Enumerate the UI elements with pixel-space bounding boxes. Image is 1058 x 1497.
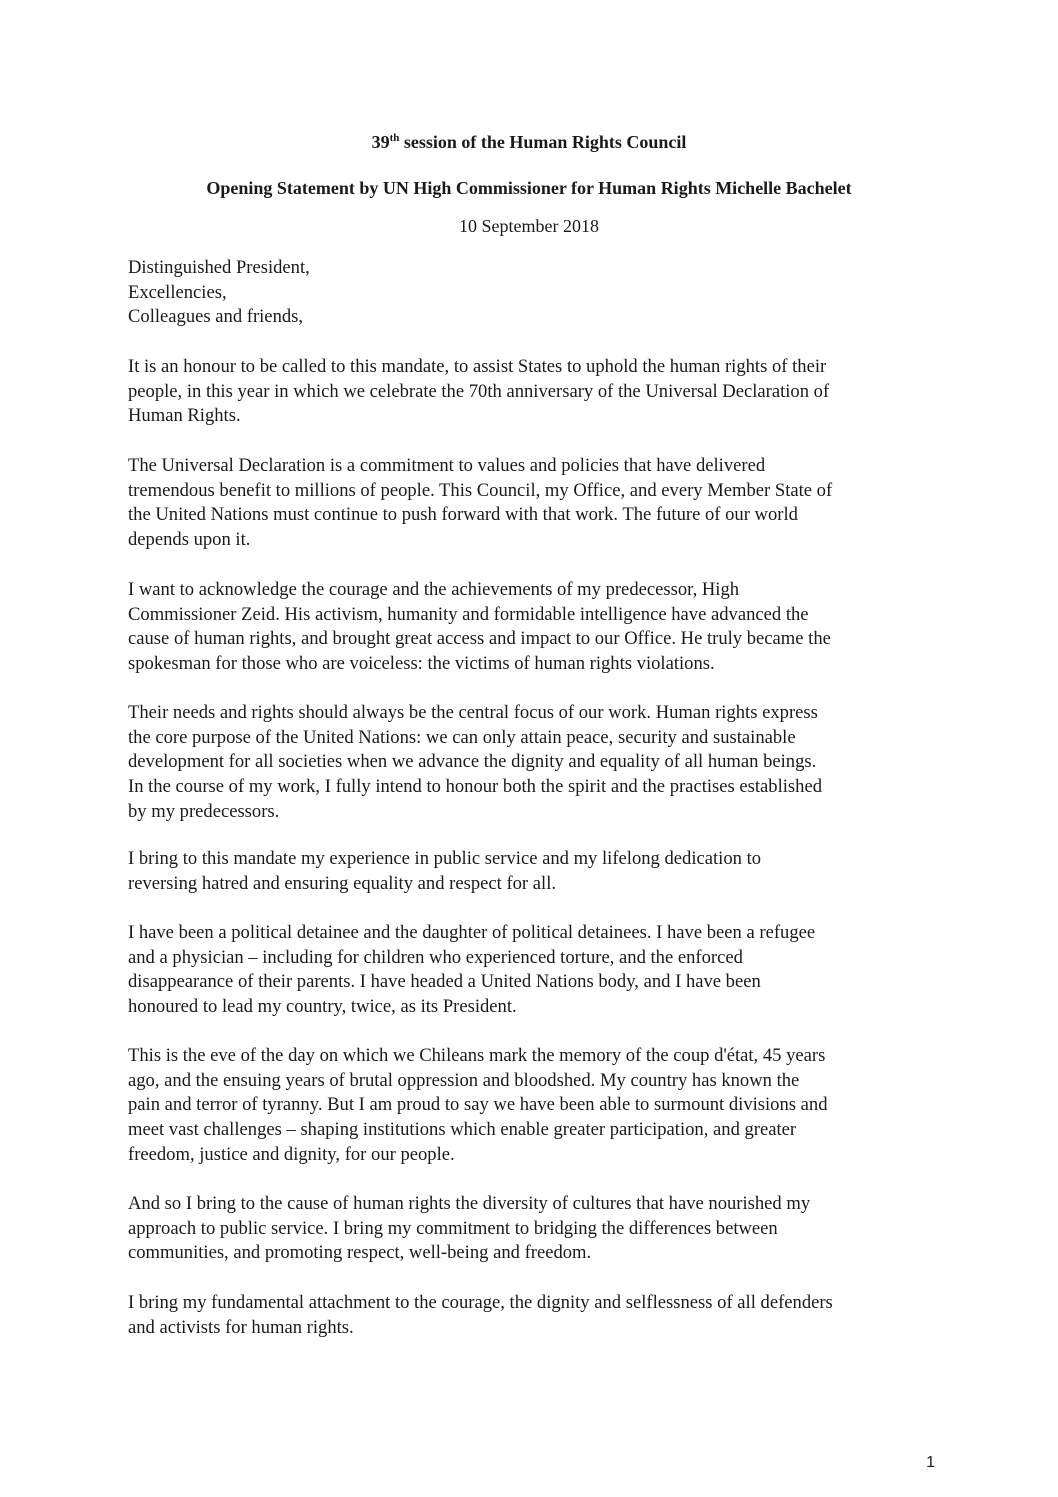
paragraph-line: I have been a political detainee and the daughter of political detainees. I have been a refugee — [128, 922, 816, 943]
paragraph-line: And so I bring to the cause of human rights the diversity of cultures that have nourished my — [128, 1193, 811, 1214]
paragraph-8 — [128, 1192, 948, 1266]
paragraph-line: Commissioner Zeid. His activism, humanity and formidable intelligence have advanced the — [128, 603, 809, 625]
paragraph-line: spokesman for those who are voiceless: the victims of human rights violations. — [128, 653, 715, 675]
salutation-line: Distinguished President, — [128, 257, 310, 278]
paragraph-line: by my predecessors. — [128, 800, 280, 822]
paragraph-line: tremendous benefit to millions of people. This Council, my Office, and every Member State of — [128, 479, 833, 501]
paragraph-7 — [128, 1044, 948, 1168]
salutation-line: Excellencies, — [128, 281, 227, 303]
paragraph-line: I want to acknowledge the courage and the achievements of my predecessor, High — [128, 579, 740, 600]
page-number: 1 — [926, 1454, 935, 1471]
paragraph-line: and activists for human rights. — [128, 1316, 354, 1338]
paragraph-line: ago, and the ensuing years of brutal oppression and bloodshed. My country has known the — [128, 1069, 800, 1091]
paragraph-line: communities, and promoting respect, well-being and freedom. — [128, 1242, 592, 1264]
paragraph-3 — [128, 578, 948, 677]
paragraph-line: the United Nations must continue to push forward with that work. The future of our world — [128, 504, 798, 526]
paragraph-line: I bring to this mandate my experience in public service and my lifelong dedication to — [128, 848, 762, 869]
session-heading — [0, 131, 1058, 153]
paragraph-line: Human Rights. — [128, 405, 241, 427]
paragraph-line: meet vast challenges – shaping institutions which enable greater participation, and greater — [128, 1119, 797, 1141]
salutation — [128, 256, 948, 330]
paragraph-5 — [128, 847, 948, 896]
paragraph-line: Their needs and rights should always be the central focus of our work. Human rights express — [128, 702, 818, 723]
statement-date: 10 September 2018 — [459, 216, 599, 236]
paragraph-line: I bring my fundamental attachment to the courage, the dignity and selflessness of all defenders — [128, 1292, 833, 1313]
paragraph-line: depends upon it. — [128, 529, 251, 551]
paragraph-2 — [128, 454, 948, 553]
paragraph-line: and a physician – including for children who experienced torture, and the enforced — [128, 946, 743, 968]
paragraph-line: It is an honour to be called to this mandate, to assist States to uphold the human rights of their — [128, 356, 827, 377]
paragraph-line: cause of human rights, and brought great access and impact to our Office. He truly became the — [128, 628, 831, 650]
session-ordinal: th — [389, 132, 400, 144]
paragraph-line: The Universal Declaration is a commitment to values and policies that have delivered — [128, 455, 766, 476]
paragraph-line: people, in this year in which we celebrate the 70th anniversary of the Universal Declaration of — [128, 380, 830, 402]
session-title: session of the Human Rights Council — [399, 132, 687, 152]
paragraph-line: development for all societies when we advance the dignity and equality of all human beings. — [128, 751, 817, 773]
paragraph-4 — [128, 701, 948, 825]
paragraph-line: In the course of my work, I fully intend to honour both the spirit and the practises established — [128, 776, 823, 798]
paragraph-line: approach to public service. I bring my commitment to bridging the differences between — [128, 1217, 778, 1239]
paragraph-6 — [128, 921, 948, 1020]
session-number: 39 — [371, 132, 390, 152]
paragraph-line: reversing hatred and ensuring equality and respect for all. — [128, 872, 557, 894]
salutation-line: Colleagues and friends, — [128, 306, 304, 328]
paragraph-line: This is the eve of the day on which we Chileans mark the memory of the coup d'état, 45 years — [128, 1045, 826, 1066]
statement-subtitle: Opening Statement by UN High Commissioner for Human Rights Michelle Bachelet — [206, 178, 852, 198]
paragraph-9 — [128, 1291, 948, 1340]
paragraph-line: the core purpose of the United Nations: we can only attain peace, security and sustainable — [128, 726, 796, 748]
paragraph-line: disappearance of their parents. I have headed a United Nations body, and I have been — [128, 971, 761, 993]
paragraph-1 — [128, 355, 948, 429]
paragraph-line: freedom, justice and dignity, for our people. — [128, 1143, 455, 1165]
paragraph-line: honoured to lead my country, twice, as its President. — [128, 996, 517, 1018]
paragraph-line: pain and terror of tyranny. But I am proud to say we have been able to surmount divisions and — [128, 1094, 828, 1116]
